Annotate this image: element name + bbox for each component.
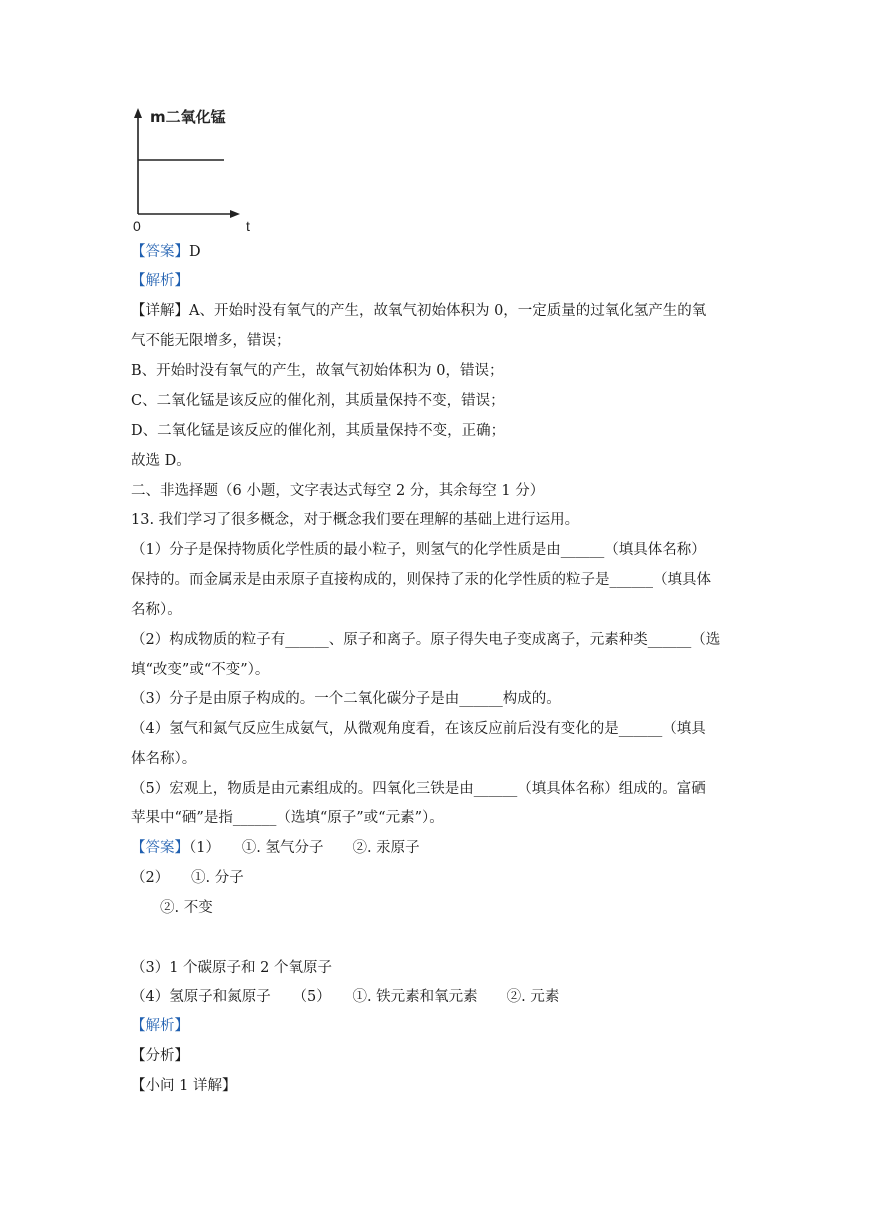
graph-x-label: t <box>246 218 250 234</box>
text-span: （3）分子是由原子构成的。一个二氧化碳分子是由______构成的。 <box>131 691 561 707</box>
text-span: （5）宏观上，物质是由元素组成的。四氧化三铁是由______（填具体名称）组成的。富硒 <box>131 781 706 797</box>
text-span: （2）构成物质的粒子有______、原子和离子。原子得失电子变成离子，元素种类______（选 <box>131 632 721 648</box>
text-line <box>131 510 579 530</box>
text-span: 名称）。 <box>131 602 182 618</box>
y-axis-arrow <box>134 108 142 118</box>
x-axis-arrow <box>230 210 240 218</box>
text-line <box>131 451 191 471</box>
graph-origin-label: 0 <box>133 218 141 234</box>
text-span: 【小问 1 详解】 <box>131 1078 237 1094</box>
text-line <box>131 361 504 381</box>
text-span: （3）1 个碳原子和 2 个氧原子 <box>131 960 333 976</box>
text-line <box>131 600 182 620</box>
text-line <box>131 242 201 262</box>
text-line <box>131 421 505 441</box>
text-line <box>131 987 559 1007</box>
text-line <box>131 630 720 650</box>
text-line <box>131 1016 189 1036</box>
text-span: B、开始时没有氧气的产生，故氧气初始体积为 0，错误； <box>131 363 504 379</box>
text-span: 填“改变”或“不变”）。 <box>131 662 270 678</box>
section-tag: 【解析】 <box>131 1018 189 1034</box>
text-span: 体名称）。 <box>131 751 197 767</box>
text-line <box>131 838 420 858</box>
text-line <box>131 570 711 590</box>
text-line <box>131 689 561 709</box>
text-line <box>131 660 269 680</box>
section-tag: 【解析】 <box>131 273 189 289</box>
mno2-mass-graph <box>0 0 869 260</box>
text-line <box>131 540 706 560</box>
text-span: （4）氢原子和氮原子 （5） ①. 铁元素和氧元素 ②. 元素 <box>131 989 560 1005</box>
text-line <box>131 749 196 769</box>
text-span: （4）氢气和氮气反应生成氨气，从微观角度看，在该反应前后没有变化的是______（填具 <box>131 721 706 737</box>
graph-y-label: m二氧化锰 <box>150 108 226 126</box>
text-line <box>131 868 244 888</box>
text-line <box>131 331 291 351</box>
text-line <box>131 481 544 501</box>
text-line <box>131 301 706 321</box>
text-span: 故选 D。 <box>131 453 191 469</box>
text-span: 13. 我们学习了很多概念，对于概念我们要在理解的基础上进行运用。 <box>131 512 580 528</box>
text-span: （2） ①. 分子 <box>131 870 244 886</box>
text-span: ②. 不变 <box>131 900 213 916</box>
text-span: 【详解】A、开始时没有氧气的产生，故氧气初始体积为 0，一定质量的过氧化氢产生的氧 <box>131 303 707 319</box>
text-line <box>131 1076 236 1096</box>
text-line <box>131 719 706 739</box>
text-span: 保持的。而金属汞是由汞原子直接构成的，则保持了汞的化学性质的粒子是______（填具体 <box>131 572 711 588</box>
text-span: D、二氧化锰是该反应的催化剂，其质量保持不变，正确； <box>131 423 506 439</box>
text-span: 二、非选择题（6 小题，文字表达式每空 2 分，其余每空 1 分） <box>131 483 545 499</box>
text-line <box>131 271 189 291</box>
text-span: （1）分子是保持物质化学性质的最小粒子，则氢气的化学性质是由______（填具体名称） <box>131 542 706 558</box>
text-span: 气不能无限增多，错误； <box>131 333 291 349</box>
text-span: 【分析】 <box>131 1048 189 1064</box>
text-line <box>131 898 213 918</box>
text-span: C、二氧化锰是该反应的催化剂，其质量保持不变，错误； <box>131 393 505 409</box>
section-tag: 【答案】 <box>131 244 189 260</box>
text-span: 苹果中“硒”是指______（选填“原子”或“元素”）。 <box>131 810 444 826</box>
section-tag: 【答案】 <box>131 840 189 856</box>
text-line <box>131 391 505 411</box>
text-span: （1） ①. 氢气分子 ②. 汞原子 <box>189 840 420 856</box>
text-span: D <box>189 244 201 260</box>
text-line <box>131 958 332 978</box>
text-line <box>131 779 706 799</box>
text-line <box>131 808 444 828</box>
text-line <box>131 1046 189 1066</box>
